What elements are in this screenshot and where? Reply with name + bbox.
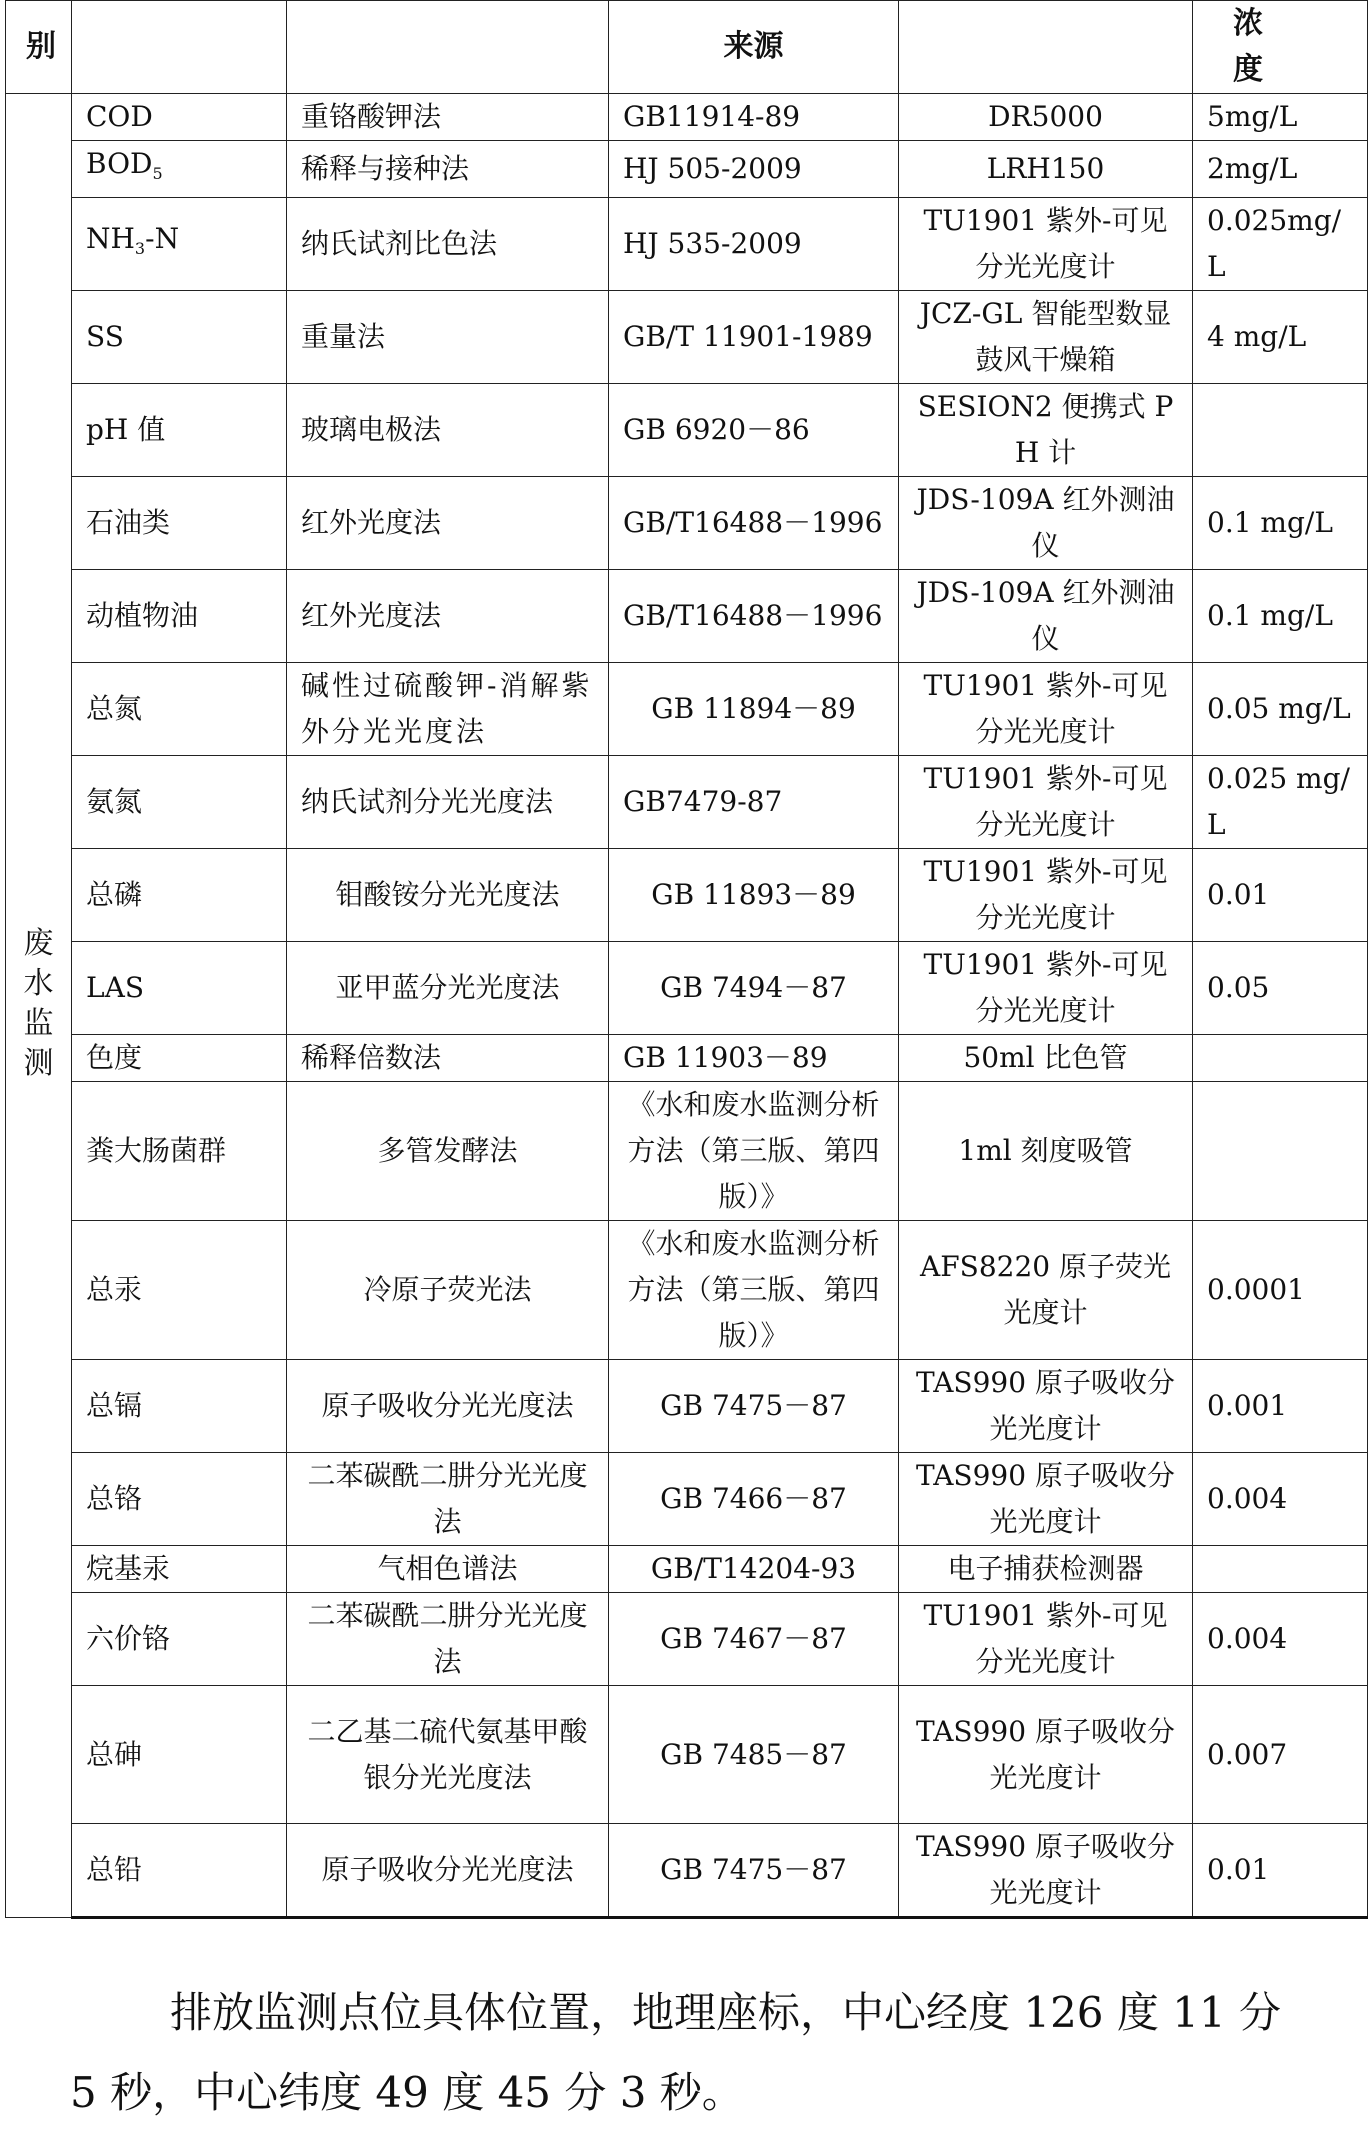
table-row [6,849,1368,942]
source-cell: GB 6920－86 [609,384,899,477]
item-cell: 总镉 [72,1360,287,1453]
source-cell: GB 7475－87 [609,1824,899,1918]
header-instrument [899,1,1193,94]
item-cell: 总汞 [72,1221,287,1360]
item-cell: $BOD_5$ [72,141,287,198]
source-cell: GB7479-87 [609,756,899,849]
source-cell: GB 7485－87 [609,1686,899,1824]
source-cell: GB/T16488－1996 [609,477,899,570]
table-row [6,942,1368,1035]
method-cell: 二乙基二硫代氨基甲酸银分光光度法 [287,1686,609,1824]
source-cell: GB/T16488－1996 [609,570,899,663]
item-cell: 总铅 [72,1824,287,1918]
method-cell: 二苯碳酰二肼分光光度法 [287,1453,609,1546]
conc-cell: 0.1 mg/L [1193,477,1368,570]
instrument-cell: DR5000 [899,94,1193,141]
method-cell: 红外光度法 [287,477,609,570]
table-row [6,291,1368,384]
conc-cell: 0.01 [1193,849,1368,942]
item-cell: COD [72,94,287,141]
item-cell: 总铬 [72,1453,287,1546]
method-cell: 重量法 [287,291,609,384]
table-row [6,1546,1368,1593]
instrument-cell: AFS8220 原子荧光光度计 [899,1221,1193,1360]
instrument-cell: TAS990 原子吸收分光光度计 [899,1686,1193,1824]
method-cell: 钼酸铵分光光度法 [287,849,609,942]
item-cell: 动植物油 [72,570,287,663]
source-cell: 《水和废水监测分析方法（第三版、第四版）》 [609,1082,899,1221]
conc-cell: 4 mg/L [1193,291,1368,384]
item-cell: 石油类 [72,477,287,570]
instrument-cell: TAS990 原子吸收分光光度计 [899,1453,1193,1546]
source-cell: GB 11903－89 [609,1035,899,1082]
instrument-cell: 电子捕获检测器 [899,1546,1193,1593]
method-cell: 原子吸收分光光度法 [287,1824,609,1918]
table-row [6,756,1368,849]
instrument-cell: TAS990 原子吸收分光光度计 [899,1824,1193,1918]
table-row [6,1824,1368,1918]
source-cell: GB 11894－89 [609,663,899,756]
source-cell: GB 7467－87 [609,1593,899,1686]
table-row [6,94,1368,141]
conc-cell: 0.004 [1193,1593,1368,1686]
source-cell: GB 7466－87 [609,1453,899,1546]
method-cell: 稀释与接种法 [287,141,609,198]
conc-cell: 0.05 mg/L [1193,663,1368,756]
table-header-row [6,1,1368,94]
instrument-cell: JCZ-GL 智能型数显鼓风干燥箱 [899,291,1193,384]
item-cell: 六价铬 [72,1593,287,1686]
method-cell: 二苯碳酰二肼分光光度法 [287,1593,609,1686]
method-cell: 碱性过硫酸钾-消解紫外分光光度法 [287,663,609,756]
item-cell: 总氮 [72,663,287,756]
conc-cell [1193,1035,1368,1082]
header-method [287,1,609,94]
location-paragraph: 排放监测点位具体位置，地理座标，中心经度 126 度 11 分 5 秒，中心纬度 49 度 45 分 3 秒。 [70,1988,1282,2117]
conc-cell: 0.001 [1193,1360,1368,1453]
header-item [72,1,287,94]
conc-cell [1193,1082,1368,1221]
table-row [6,1082,1368,1221]
method-cell: 亚甲蓝分光光度法 [287,942,609,1035]
method-cell: 原子吸收分光光度法 [287,1360,609,1453]
method-cell: 纳氏试剂分光光度法 [287,756,609,849]
conc-cell [1193,1546,1368,1593]
method-cell: 多管发酵法 [287,1082,609,1221]
table-row [6,1453,1368,1546]
conc-cell: 0.05 [1193,942,1368,1035]
table-row [6,384,1368,477]
conc-cell: 5mg/L [1193,94,1368,141]
method-cell: 玻璃电极法 [287,384,609,477]
method-cell: 纳氏试剂比色法 [287,198,609,291]
method-cell: 稀释倍数法 [287,1035,609,1082]
instrument-cell: TU1901 紫外-可见分光光度计 [899,198,1193,291]
item-cell: 总砷 [72,1686,287,1824]
table-row [6,570,1368,663]
source-cell: HJ 505-2009 [609,141,899,198]
source-cell: GB11914-89 [609,94,899,141]
item-cell: $NH_3-N$ [72,198,287,291]
instrument-cell: SESION2 便携式 PH 计 [899,384,1193,477]
conc-cell: 0.025 mg/L [1193,756,1368,849]
instrument-cell: TU1901 紫外-可见分光光度计 [899,756,1193,849]
instrument-cell: 50ml 比色管 [899,1035,1193,1082]
conc-cell [1193,384,1368,477]
instrument-cell: TAS990 原子吸收分光光度计 [899,1360,1193,1453]
conc-cell: 0.025mg/L [1193,198,1368,291]
table-row [6,141,1368,198]
item-cell: 总磷 [72,849,287,942]
instrument-cell: TU1901 紫外-可见分光光度计 [899,942,1193,1035]
category-label: 废水监测 [23,926,54,1081]
header-concentration: 浓 度 [1193,1,1368,94]
table-row [6,663,1368,756]
method-cell: 重铬酸钾法 [287,94,609,141]
table-row [6,1360,1368,1453]
table-row [6,1221,1368,1360]
method-cell: 气相色谱法 [287,1546,609,1593]
item-cell: pH 值 [72,384,287,477]
item-cell: 氨氮 [72,756,287,849]
item-cell: 色度 [72,1035,287,1082]
instrument-cell: JDS-109A 红外测油仪 [899,477,1193,570]
conc-cell: 0.007 [1193,1686,1368,1824]
source-cell: GB 7494－87 [609,942,899,1035]
source-cell: GB/T14204-93 [609,1546,899,1593]
source-cell: GB 7475－87 [609,1360,899,1453]
instrument-cell: TU1901 紫外-可见分光光度计 [899,849,1193,942]
table-row [6,477,1368,570]
source-cell: 《水和废水监测分析方法（第三版、第四版）》 [609,1221,899,1360]
conc-cell: 0.1 mg/L [1193,570,1368,663]
instrument-cell: TU1901 紫外-可见分光光度计 [899,663,1193,756]
table-row [6,1686,1368,1824]
instrument-cell: JDS-109A 红外测油仪 [899,570,1193,663]
item-cell: SS [72,291,287,384]
source-cell: GB/T 11901-1989 [609,291,899,384]
conc-cell: 0.01 [1193,1824,1368,1918]
monitoring-methods-table [5,0,1368,1919]
item-cell: 烷基汞 [72,1546,287,1593]
table-row [6,1035,1368,1082]
header-source: 来源 [609,1,899,94]
table-row [6,1593,1368,1686]
item-cell: 粪大肠菌群 [72,1082,287,1221]
item-cell: LAS [72,942,287,1035]
conc-cell: 2mg/L [1193,141,1368,198]
method-cell: 红外光度法 [287,570,609,663]
header-category: 别 [6,1,72,94]
conc-cell: 0.0001 [1193,1221,1368,1360]
method-cell: 冷原子荧光法 [287,1221,609,1360]
table-row [6,198,1368,291]
instrument-cell: LRH150 [899,141,1193,198]
source-cell: GB 11893－89 [609,849,899,942]
instrument-cell: TU1901 紫外-可见分光光度计 [899,1593,1193,1686]
source-cell: HJ 535-2009 [609,198,899,291]
instrument-cell: 1ml 刻度吸管 [899,1082,1193,1221]
category-cell [6,94,72,1918]
conc-cell: 0.004 [1193,1453,1368,1546]
